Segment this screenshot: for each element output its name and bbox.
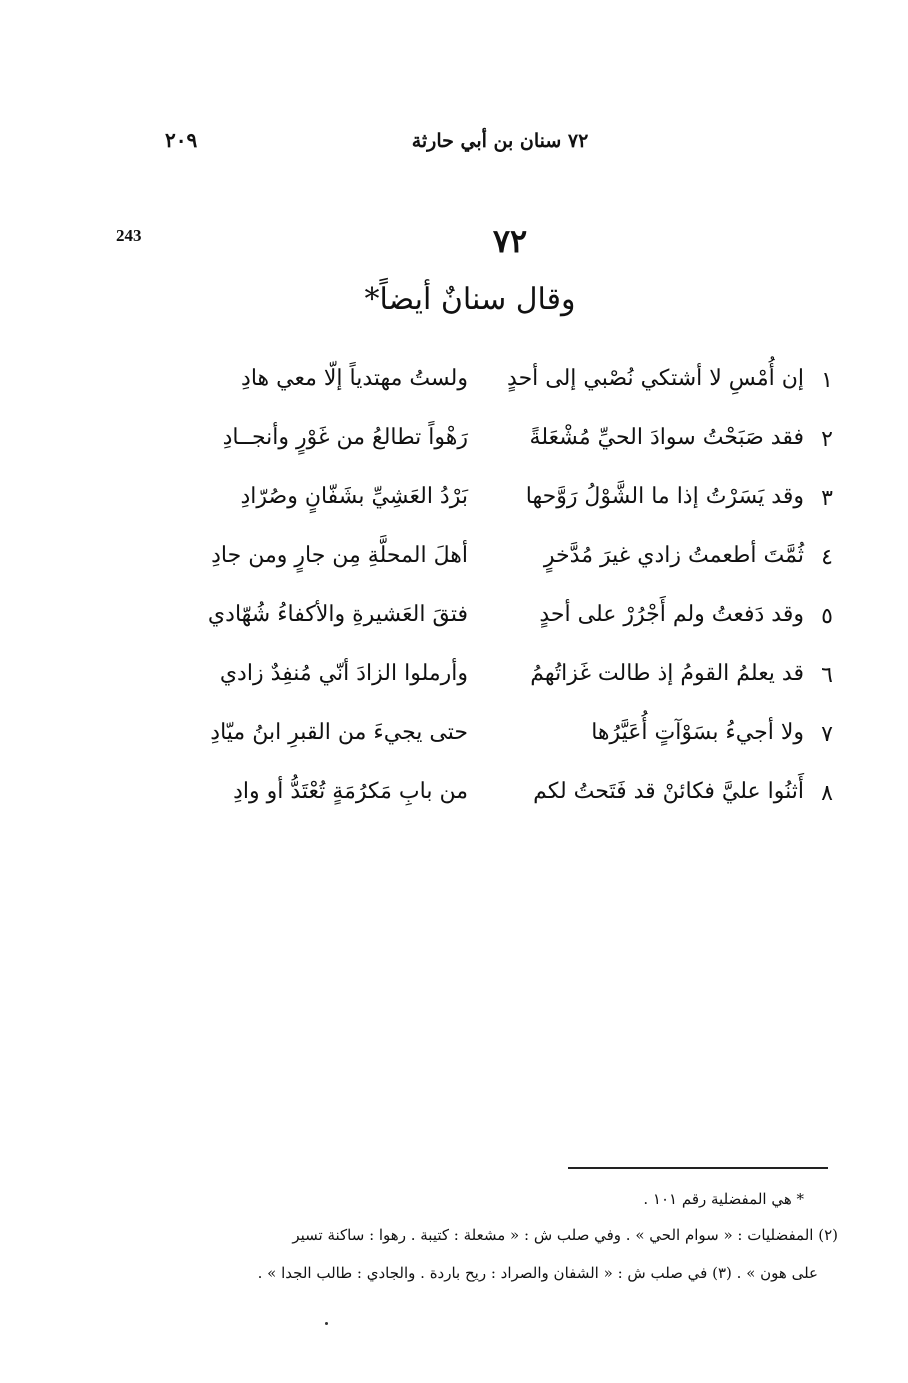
verse-number: ٢	[821, 427, 833, 452]
verse-line	[0, 421, 908, 480]
first-hemistich: وقد دَفعتُ ولم أَجْرُرْ على أحدٍ	[539, 602, 804, 627]
first-hemistich: إن أُمْسِ لا أشتكي نُصْبي إلى أحدٍ	[507, 366, 804, 391]
verse-number: ٤	[821, 545, 833, 570]
second-hemistich: ولستُ مهتدياً إلّا معي هادِ	[241, 366, 468, 391]
second-hemistich: بَرْدُ العَشِيِّ بشَفّانٍ وصُرّادِ	[240, 484, 468, 509]
first-hemistich: وقد يَسَرْتُ إذا ما الشَّوْلُ رَوَّحها	[525, 484, 804, 509]
first-hemistich: ثُمَّتَ أطعمتُ زادي غيرَ مُدَّخرٍ	[543, 543, 804, 568]
verse-line	[0, 598, 908, 657]
running-header: ٧٢ سنان بن أبي حارثة	[411, 130, 589, 152]
verse-list	[0, 362, 908, 834]
verse-number: ٨	[821, 781, 833, 806]
second-hemistich: من بابِ مَكرُمَةٍ تُعْتَدُّ أو وادِ	[233, 779, 468, 804]
first-hemistich: فقد صَبَحْتُ سوادَ الحيِّ مُشْعَلةً	[529, 425, 804, 450]
second-hemistich: وأرملوا الزادَ أنّي مُنفِدٌ زادي	[219, 661, 468, 686]
first-hemistich: ولا أجيءُ بسَوْآتٍ أُعَيَّرُها	[591, 720, 804, 745]
poem-title: وقال سنانٌ أيضاً*	[364, 282, 576, 317]
verse-line	[0, 775, 908, 834]
latin-page-number: 243	[116, 226, 142, 245]
second-hemistich: فتقَ العَشيرةِ والأكفاءُ شُهّادي	[207, 602, 468, 627]
verse-number: ٧	[821, 722, 833, 747]
verse-number: ٣	[821, 486, 833, 511]
arabic-page-number: ٢٠٩	[165, 128, 198, 152]
verse-line	[0, 539, 908, 598]
verse-number: ١	[821, 368, 833, 393]
footnote-verse-3: على هون » . (٣) في صلب ش : « الشفان والصراد : ريح باردة . والجادي : طالب الجدا » .	[257, 1264, 818, 1282]
footnote-divider	[568, 1167, 828, 1169]
verse-line	[0, 657, 908, 716]
verse-line	[0, 480, 908, 539]
first-hemistich: قد يعلمُ القومُ إذ طالت غَزاتُهمُ	[530, 661, 804, 686]
footnote-verse-2: (٢) المفضليات : « سوام الحي » . وفي صلب ش : « مشعلة : كتيبة . رهوا : ساكنة تسير	[292, 1226, 838, 1244]
verse-line	[0, 716, 908, 775]
second-hemistich: حتى يجيءَ من القبرِ ابنُ ميّادِ	[210, 720, 468, 745]
verse-number: ٦	[821, 663, 833, 688]
verse-number: ٥	[821, 604, 833, 629]
first-hemistich: أَثنُوا عليَّ فكائنْ قد فَتَحتُ لكم	[533, 779, 804, 804]
ink-speck	[325, 1322, 328, 1325]
verse-line	[0, 362, 908, 421]
footnote-source: * هي المفضلية رقم ١٠١ .	[643, 1190, 804, 1208]
second-hemistich: أهلَ المحلَّةِ مِن جارٍ ومن جادِ	[211, 543, 468, 568]
second-hemistich: رَهْواً تطالعُ من غَوْرٍ وأنجــادِ	[222, 425, 468, 450]
poem-number: ٧٢	[492, 222, 528, 260]
